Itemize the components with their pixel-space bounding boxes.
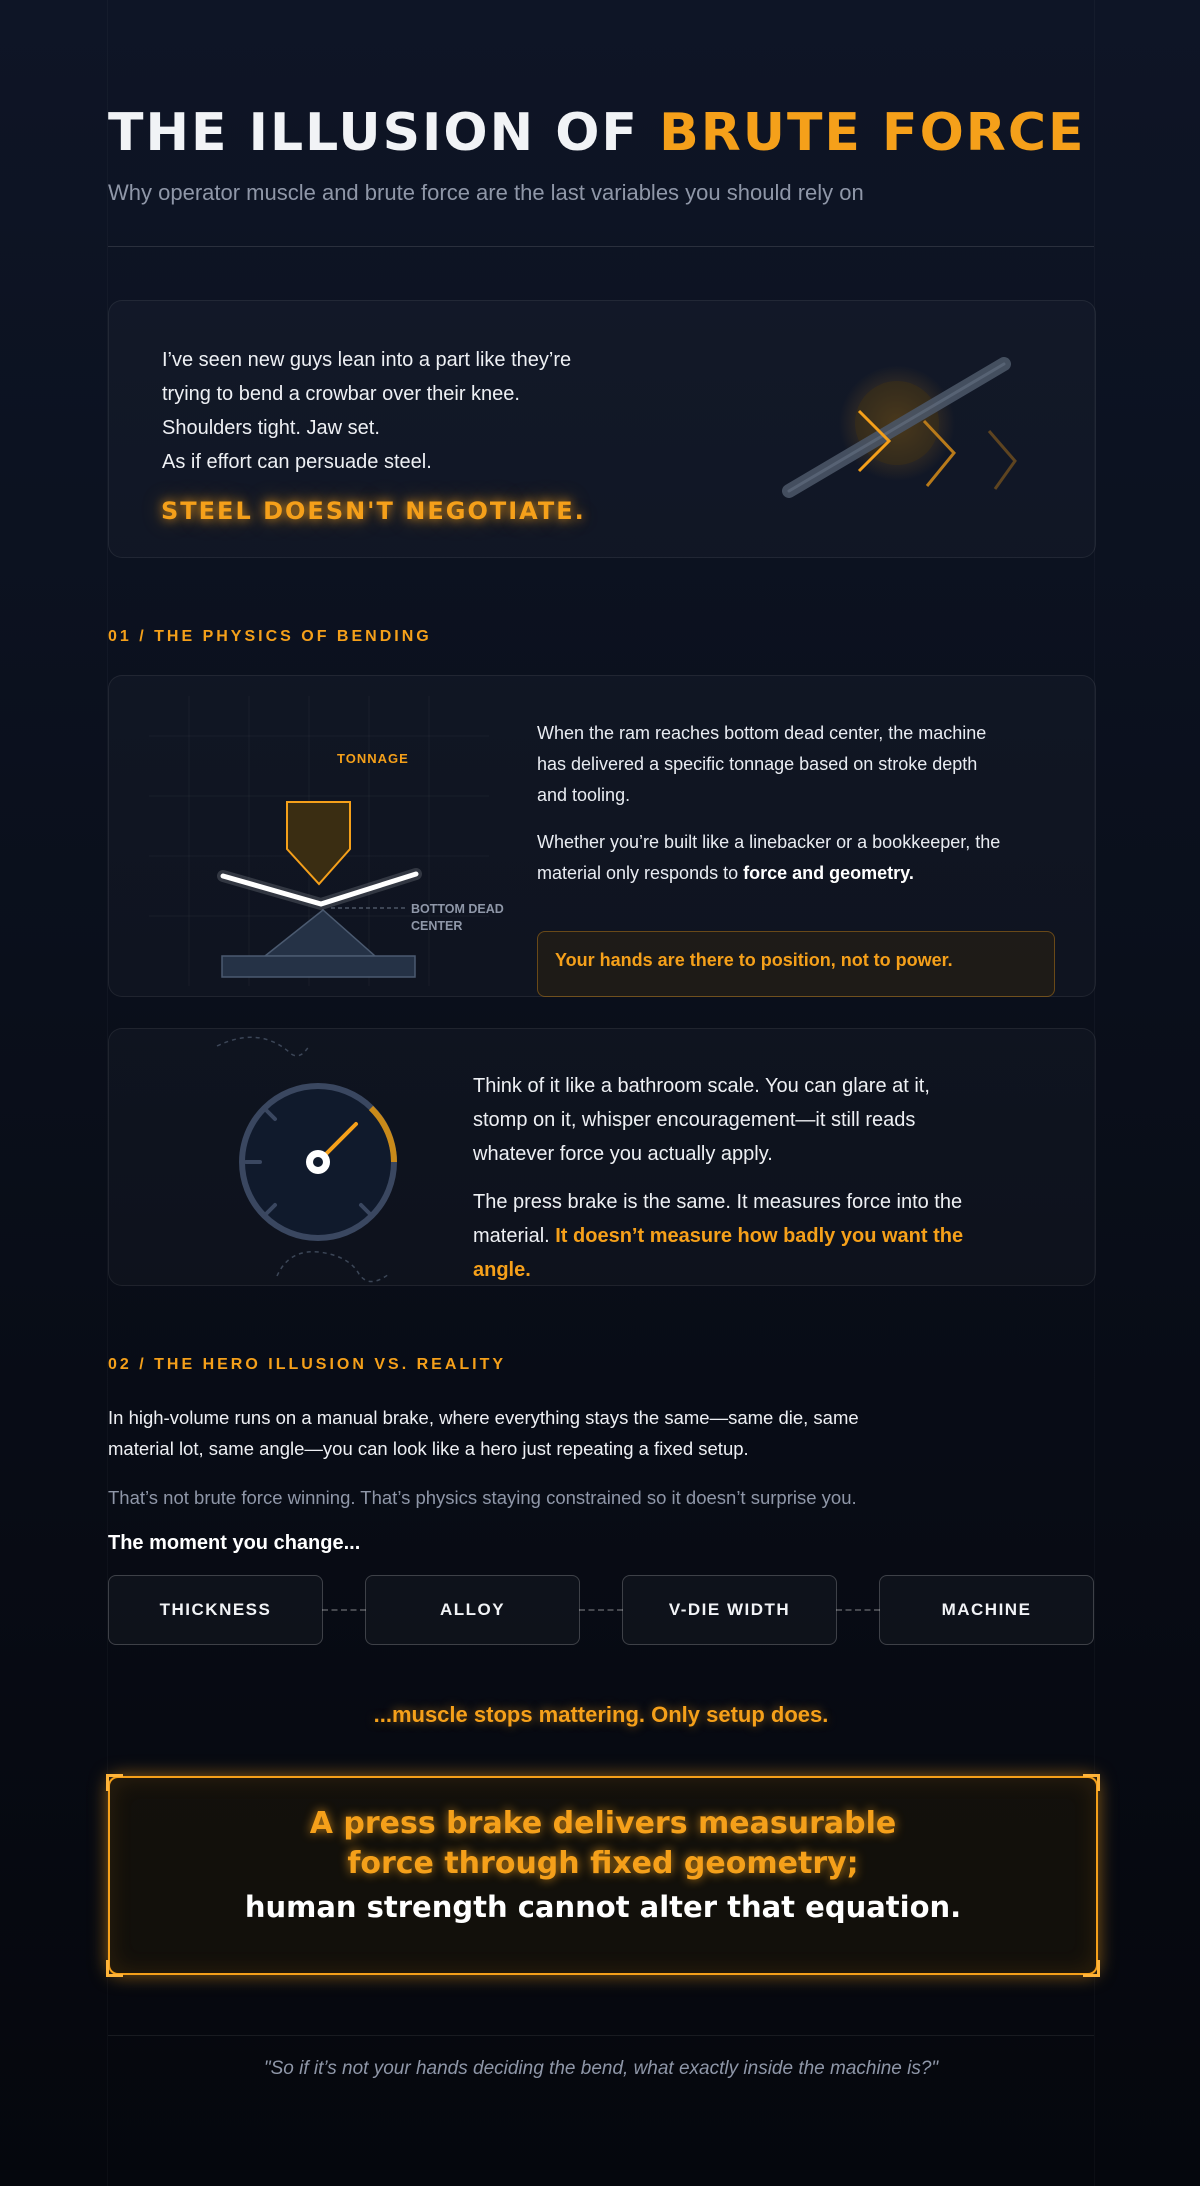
final-line-3: human strength cannot alter that equation. [244, 1890, 962, 1924]
variable-chip-machine: MACHINE [879, 1575, 1094, 1645]
chip-connector [579, 1609, 623, 1611]
chip-connector [836, 1609, 880, 1611]
hero-paragraph-2: That’s not brute force winning. That’s physics staying constrained so it doesn’t surprise you. [108, 1487, 857, 1508]
scale-paragraph-2 [473, 1185, 973, 1287]
physics-paragraph-2 [537, 827, 1007, 889]
scale-card [108, 1028, 1096, 1286]
final-line-1: A press brake delivers measurable [309, 1806, 897, 1841]
press-brake-punch-die-icon [149, 696, 504, 986]
physics-card [108, 675, 1096, 997]
footer-divider [108, 2035, 1094, 2036]
corner-accent [106, 1960, 123, 1977]
footer-quote: "So if it’s not your hands deciding the bend, what exactly inside the machine is?" [263, 2058, 939, 2079]
corner-accent [1083, 1774, 1100, 1791]
crowbar-with-chevrons-icon [739, 331, 1059, 551]
section-label-hero: 02 / THE HERO ILLUSION VS. REALITY [108, 1356, 507, 1373]
physics-text [537, 718, 1007, 905]
intro-line: Shoulders tight. Jaw set. [162, 417, 380, 439]
final-statement-box [108, 1776, 1098, 1975]
physics-paragraph-2-bold: force and geometry. [743, 863, 914, 883]
page-container [107, 0, 1095, 2186]
scale-paragraph-2-start: The press brake is the same. It measures force into the material. [473, 1191, 963, 1247]
corner-accent [106, 1774, 123, 1791]
variable-chip-v-die-width: V-DIE WIDTH [622, 1575, 837, 1645]
intro-line: I’ve seen new guys lean into a part like they’re [162, 349, 572, 371]
title-main: THE ILLUSION OF [108, 103, 660, 163]
bdc-label-line2: CENTER [411, 919, 463, 933]
physics-paragraph-2-start: Whether you’re built like a linebacker or a bookkeeper, the material only responds to [537, 832, 1001, 883]
corner-accent [1083, 1960, 1100, 1977]
tonnage-label: TONNAGE [337, 751, 409, 766]
intro-text [162, 343, 622, 479]
page-subtitle: Why operator muscle and brute force are the last variables you should rely on [108, 180, 864, 205]
hero-paragraph-1: In high-volume runs on a manual brake, where everything stays the same—same die, same material lot, same angle—you can look like a hero just repeating a fixed setup. [108, 1407, 859, 1459]
intro-line: As if effort can persuade steel. [162, 451, 432, 473]
scale-text [473, 1069, 973, 1301]
variable-chip-alloy: ALLOY [365, 1575, 580, 1645]
section-label-physics: 01 / THE PHYSICS OF BENDING [108, 628, 432, 645]
bdc-label-line1: BOTTOM DEAD [411, 902, 504, 916]
scale-paragraph-1: Think of it like a bathroom scale. You can glare at it, stomp on it, whisper encouragement—it still reads whatever force you actually apply. [473, 1075, 930, 1165]
title-accent: BRUTE FORCE [659, 103, 1086, 163]
gauge-dial-icon [199, 1034, 439, 1284]
physics-callout [537, 931, 1055, 997]
final-line-2: force through fixed geometry; [347, 1846, 859, 1881]
conclusion-text: ...muscle stops mattering. Only setup does. [373, 1702, 829, 1727]
intro-card [108, 300, 1096, 558]
physics-paragraph-1: When the ram reaches bottom dead center, the machine has delivered a specific tonnage based on stroke depth and tooling. [537, 723, 987, 805]
intro-line: trying to bend a crowbar over their knee. [162, 383, 520, 405]
chip-connector [322, 1609, 366, 1611]
moment-heading: The moment you change... [108, 1532, 361, 1554]
header-divider [108, 246, 1094, 247]
final-statement-text [110, 1804, 1096, 1930]
scale-paragraph-2-highlight: It doesn’t measure how badly you want the angle. [473, 1225, 964, 1281]
variable-chip-thickness: THICKNESS [108, 1575, 323, 1645]
intro-punchline: STEEL DOESN'T NEGOTIATE. [161, 497, 586, 525]
physics-callout-text: Your hands are there to position, not to power. [555, 950, 953, 970]
page-title [108, 98, 1086, 168]
